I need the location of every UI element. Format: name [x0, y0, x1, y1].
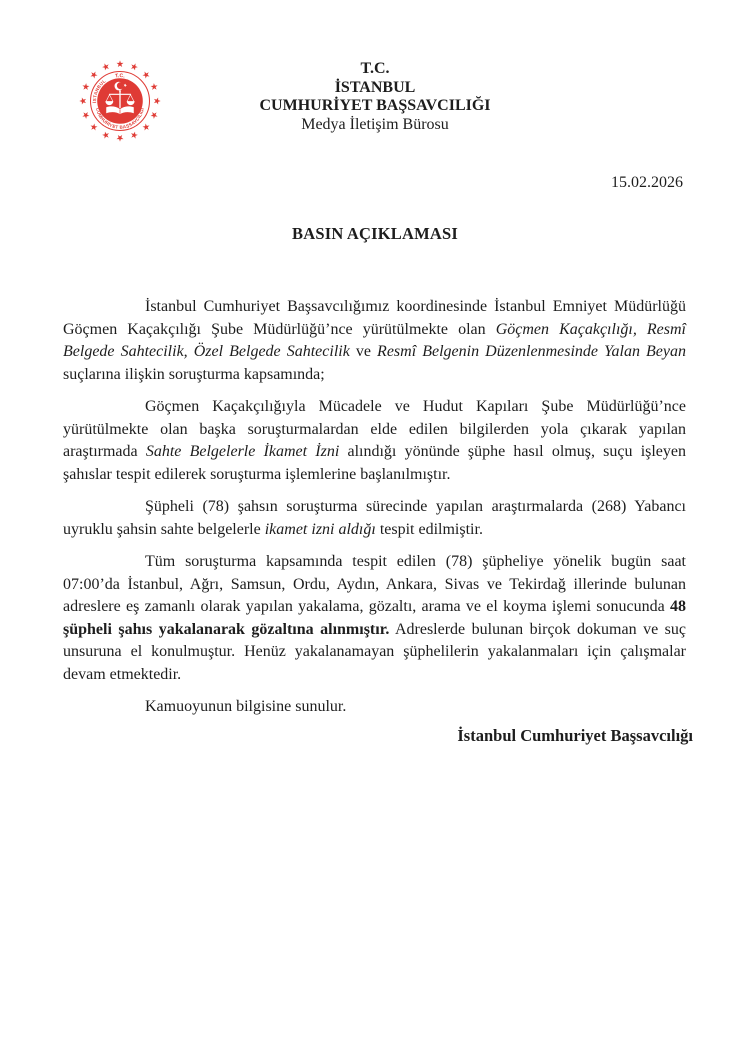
paragraph-1: İstanbul Cumhuriyet Başsavcılığımız koordinesinde İstanbul Emniyet Müdürlüğü Göçmen Kaçakçılığı Şube Müdürlüğü’nce yürütülmekte olan Göçmen Kaçakçılığı, Resmî Belgede Sahtecilik, Özel Belgede Sahtecilik ve Resmî Belgenin Düzenlenmesinde Yalan Beyan suçlarına ilişkin soruşturma kapsamında;	[63, 298, 686, 383]
letterhead-line-city: İSTANBUL	[334, 78, 416, 96]
letterhead-line-office: CUMHURİYET BAŞSAVCILIĞI	[259, 97, 491, 115]
letterhead-line-tc: T.C.	[360, 60, 390, 77]
document-date: 15.02.2026	[611, 174, 683, 191]
paragraph-2: Göçmen Kaçakçılığıyla Mücadele ve Hudut Kapıları Şube Müdürlüğü’nce yürütülmekte olan başka soruşturmalardan elde edilen bilgilerden yola çıkarak yapılan araştırmada Sahte Belgelerle İkamet İzni alındığı yönünde şüphe hasıl olmuş, suçu işleyen şahıslar tespit edilerek soruşturma işlemlerine başlanılmıştır.	[63, 398, 687, 483]
signature-block: İstanbul Cumhuriyet Başsavcılığı	[457, 726, 693, 745]
paragraph-3: Şüpheli (78) şahsın soruşturma sürecinde yapılan araştırmalarda (268) Yabancı uyruklu şahsin sahte belgelerle ikamet izni aldığı tespit edilmiştir.	[63, 498, 686, 538]
paragraph-4: Tüm soruşturma kapsamında tespit edilen (78) şüpheliye yönelik bugün saat 07:00’da İstanbul, Ağrı, Samsun, Ordu, Aydın, Ankara, Sivas ve Tekirdağ illerinde bulunan adreslere eş zamanlı olarak yapılan yakalama, gözaltı, arama ve el koyma işlemi sonucunda 48 şüpheli şahıs yakalanarak gözaltına alınmıştır. Adreslerde bulunan birçok dokuman ve suç unsuruna el konulmuştur. Henüz yakalanamayan şüphelilerin yakalanmaları için çalışmalar devam etmektedir.	[63, 553, 686, 683]
document-title: BASIN AÇIKLAMASI	[292, 224, 458, 243]
emblem-ring-text: CUMHURİYET BAŞSAVCILIĞI	[94, 107, 145, 130]
letterhead	[0, 60, 750, 134]
document-body	[63, 296, 686, 729]
letterhead-line-bureau: Medya İletişim Bürosu	[301, 115, 449, 133]
emblem-tc-text: T.C.	[114, 73, 126, 80]
closing-line: Kamuoyunun bilgisine sunulur.	[145, 698, 347, 715]
emblem-city-text: İSTANBUL	[92, 78, 107, 104]
